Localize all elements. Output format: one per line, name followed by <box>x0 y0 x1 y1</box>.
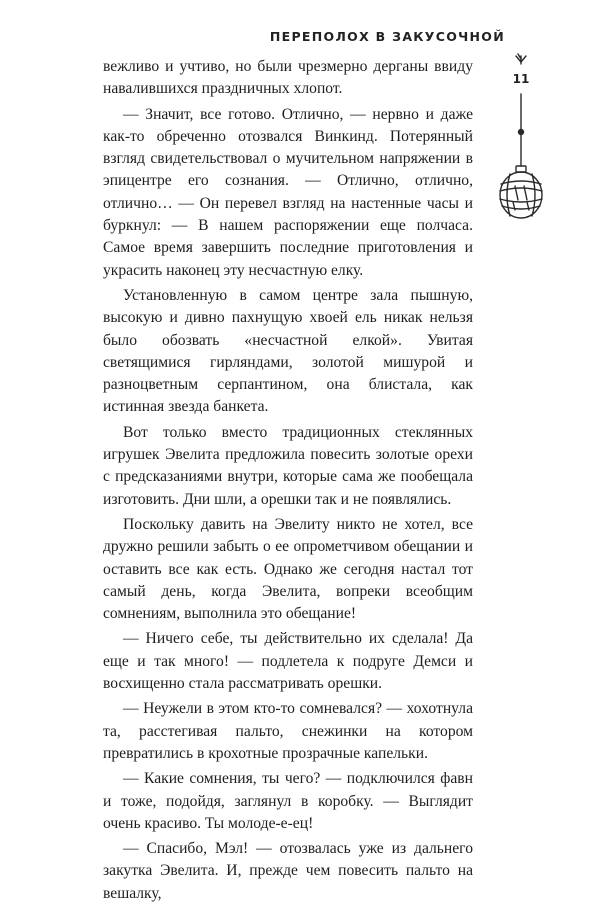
body-text <box>103 56 473 905</box>
paragraph: — Спасибо, Мэл! — отозвалась уже из дальнего закутка Эвелита. И, прежде чем повесить пальто на вешалку, <box>103 840 473 902</box>
paragraph: Поскольку давить на Эвелиту никто не хотел, все дружно решили забыть о ее опрометчивом обещании и оставить все как есть. Однако же сегодня настал тот самый день, когда Эвелита, вопреки всеобщим сомнениям, выполнила это обещание! <box>103 515 473 623</box>
paragraph: — Неужели в этом кто-то сомневался? — хохотнула та, расстегивая пальто, снежинки на котором превратились в крохотные прозрачные капельки. <box>103 700 473 762</box>
paragraph: — Какие сомнения, ты чего? — подключился фавн и тоже, подойдя, заглянул в коробку. — Выглядит очень красиво. Ты молоде-е-ец! <box>103 770 473 832</box>
running-title: ПЕРЕПОЛОХ В ЗАКУСОЧНОЙ <box>269 29 505 44</box>
paragraph: вежливо и учтиво, но были чрезмерно дерганы ввиду навалившихся праздничных хлопот. <box>103 58 473 98</box>
paragraph: — Значит, все готово. Отлично, — нервно и даже как-то обреченно отозвался Винкинд. Потерянный взгляд свидетельствовал о мучительном напряжении в эпицентре его сознания. — Отлично, отлично, отлично… — Он перевел взгляд на настенные часы и буркнул: — В нашем распоряжении еще полчаса. Самое время завершить последние приготовления и украсить наконец эту несчастную елку. <box>103 105 473 279</box>
paragraph: — Ничего себе, ты действительно их сделала! Да еще и так много! — подлетела к подруге Демси и восхищенно стала рассматривать орешки. <box>103 630 473 693</box>
paragraph: Вот только вместо традиционных стеклянных игрушек Эвелита предложила повесить золотые орехи с предсказаниями внутри, которые сама же пообещала изготовить. Дни шли, а орешки так и не появлялись. <box>103 423 473 508</box>
page-number: 11 <box>512 72 530 86</box>
paragraph: Установленную в самом центре зала пышную, высокую и дивно пахнущую хвоей ель никак нельзя было обозвать «несчастной елкой». Увитая светящимися гирляндами, золотой мишурой и разноцветным серпантином, она блистала, как истинная звезда банкета. <box>103 286 473 416</box>
